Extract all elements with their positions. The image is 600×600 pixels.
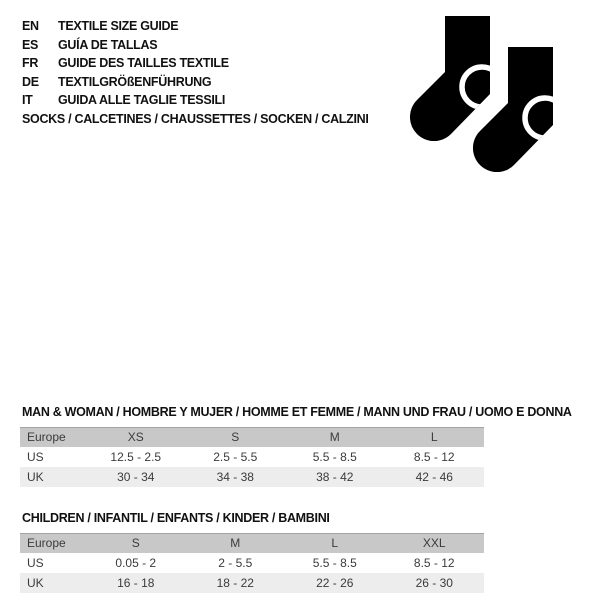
- table-row-us: [20, 553, 484, 573]
- language-row-fr: [22, 54, 229, 73]
- language-label: TEXTILE SIZE GUIDE: [58, 19, 179, 33]
- size-table-man-woman: [20, 405, 572, 487]
- language-row-es: [22, 36, 229, 55]
- size-value: 2 - 5.5: [218, 556, 253, 570]
- language-row-de: [22, 73, 229, 92]
- size-value: 16 - 18: [117, 576, 155, 590]
- language-code: IT: [22, 93, 33, 107]
- col-header-region: Europe: [27, 430, 66, 444]
- size-value: 30 - 34: [117, 470, 155, 484]
- sock-front: [410, 16, 502, 141]
- size-value: 26 - 30: [415, 576, 453, 590]
- language-label: GUÍA DE TALLAS: [58, 37, 158, 52]
- size-value: 0.05 - 2: [115, 556, 157, 570]
- table-row-us: [20, 447, 484, 467]
- table-row-uk: [20, 573, 484, 593]
- col-header-size: S: [231, 430, 240, 444]
- col-header-size: L: [430, 430, 438, 444]
- col-header-region: Europe: [27, 536, 66, 550]
- size-value: 5.5 - 8.5: [312, 450, 357, 464]
- size-value: 18 - 22: [216, 576, 254, 590]
- size-value: 38 - 42: [316, 470, 354, 484]
- row-region: US: [27, 450, 44, 464]
- col-header-size: XS: [127, 430, 144, 444]
- col-header-size: XXL: [422, 536, 446, 550]
- socks-icon: [410, 16, 554, 174]
- category-title: SOCKS / CALCETINES / CHAUSSETTES / SOCKEN / CALZINI: [22, 112, 369, 126]
- language-code: EN: [22, 19, 39, 33]
- table-header-row: [20, 427, 484, 447]
- size-table-children: [20, 511, 484, 593]
- language-row-it: [22, 91, 229, 110]
- size-value: 5.5 - 8.5: [312, 556, 357, 570]
- size-value: 42 - 46: [415, 470, 453, 484]
- table-title: MAN & WOMAN / HOMBRE Y MUJER / HOMME ET FEMME / MANN UND FRAU / UOMO E DONNA: [22, 405, 572, 419]
- row-region: UK: [27, 576, 44, 590]
- language-label: GUIDE DES TAILLES TEXTILE: [58, 56, 229, 70]
- language-label: GUIDA ALLE TAGLIE TESSILI: [58, 93, 226, 107]
- row-region: UK: [27, 470, 44, 484]
- col-header-size: L: [331, 536, 339, 550]
- table: [20, 533, 484, 593]
- table-row-uk: [20, 467, 484, 487]
- language-code: DE: [22, 74, 39, 89]
- size-value: 22 - 26: [316, 576, 354, 590]
- size-value: 12.5 - 2.5: [110, 450, 162, 464]
- size-value: 2.5 - 5.5: [213, 450, 258, 464]
- table: [20, 427, 484, 487]
- language-code: ES: [22, 37, 39, 52]
- size-value: 34 - 38: [216, 470, 254, 484]
- language-code: FR: [22, 56, 39, 70]
- language-label: TEXTILGRÖßENFÜHRUNG: [58, 74, 212, 89]
- size-value: 8.5 - 12: [413, 556, 455, 570]
- table-header-row: [20, 533, 484, 553]
- size-value: 8.5 - 12: [413, 450, 455, 464]
- col-header-size: M: [329, 430, 340, 444]
- col-header-size: M: [230, 536, 241, 550]
- language-list: [22, 17, 229, 110]
- table-title: CHILDREN / INFANTIL / ENFANTS / KINDER / BAMBINI: [22, 511, 330, 525]
- language-row-en: [22, 17, 229, 36]
- row-region: US: [27, 556, 44, 570]
- col-header-size: S: [131, 536, 140, 550]
